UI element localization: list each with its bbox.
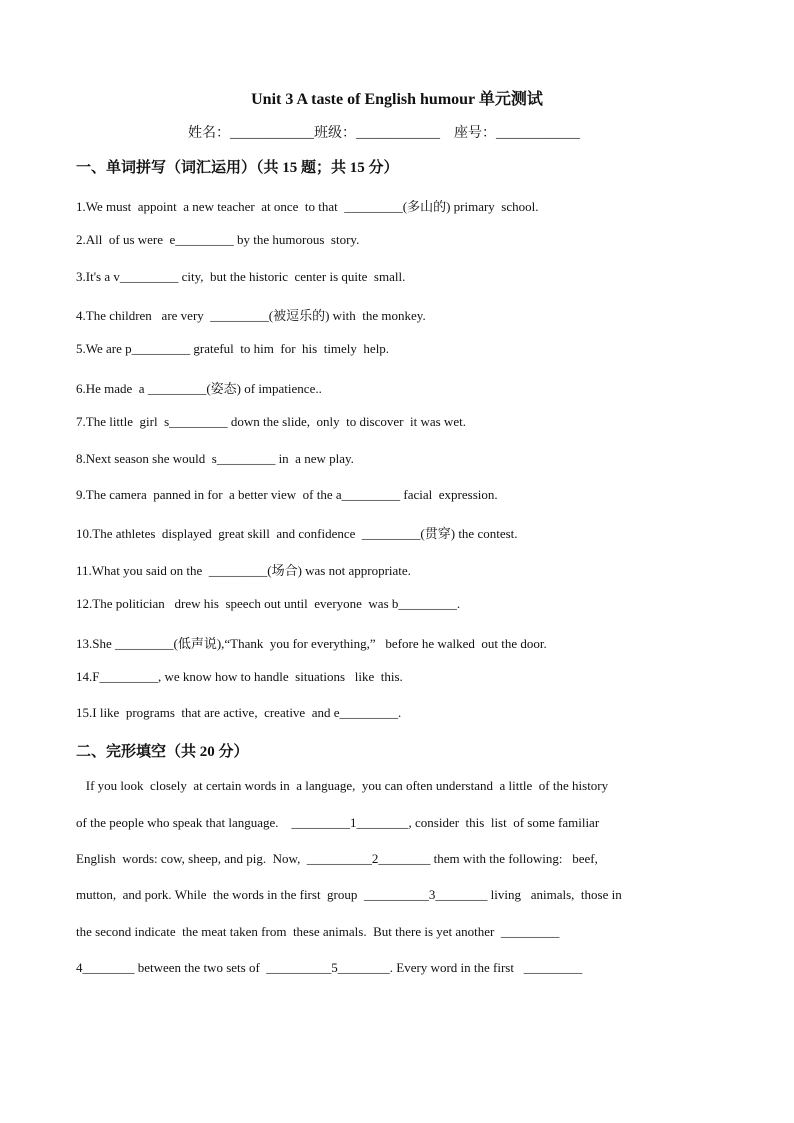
question-5: 5.We are p_________ grateful to him for his timely help.	[76, 341, 390, 356]
question-13: 13.She _________(低声说),“Thank you for everything,” before he walked out the door.	[76, 636, 547, 651]
cloze-line-4: mutton, and pork. While the words in the first group __________3________ living animals, those in	[76, 887, 622, 902]
cloze-line-5: the second indicate the meat taken from these animals. But there is yet another _________	[76, 924, 560, 939]
question-14: 14.F_________, we know how to handle situations like this.	[76, 669, 403, 684]
question-4: 4.The children are very _________(被逗乐的) with the monkey.	[76, 308, 426, 323]
question-15: 15.I like programs that are active, creative and e_________.	[76, 705, 402, 720]
question-8: 8.Next season she would s_________ in a new play.	[76, 451, 354, 466]
section-2-heading: 二、完形填空（共 20 分）	[76, 744, 249, 760]
question-12: 12.The politician drew his speech out until everyone was b_________.	[76, 596, 461, 611]
question-10: 10.The athletes displayed great skill and confidence _________(贯穿) the contest.	[76, 526, 518, 541]
cloze-line-2: of the people who speak that language. _________1________, consider this list of some familiar	[76, 815, 600, 830]
section-1-heading: 一、单词拼写（词汇运用）（共 15 题；共 15 分）	[76, 160, 399, 176]
question-2: 2.All of us were e_________ by the humorous story.	[76, 232, 360, 247]
question-3: 3.It's a v_________ city, but the historic center is quite small.	[76, 269, 406, 284]
student-info-line: 姓名：____________班级：____________ 座号：____________	[188, 126, 580, 141]
cloze-line-1: If you look closely at certain words in a language, you can often understand a little of the history	[76, 778, 609, 793]
page-title: Unit 3 A taste of English humour 单元测试	[251, 91, 543, 108]
cloze-line-3: English words: cow, sheep, and pig. Now, __________2________ them with the following: beef,	[76, 851, 598, 866]
cloze-line-6: 4________ between the two sets of __________5________. Every word in the first _________	[76, 960, 583, 975]
question-11: 11.What you said on the _________(场合) was not appropriate.	[76, 563, 411, 578]
question-7: 7.The little girl s_________ down the slide, only to discover it was wet.	[76, 414, 466, 429]
question-9: 9.The camera panned in for a better view of the a_________ facial expression.	[76, 487, 498, 502]
question-1: 1.We must appoint a new teacher at once to that _________(多山的) primary school.	[76, 199, 539, 214]
question-6: 6.He made a _________(姿态) of impatience..	[76, 381, 322, 396]
